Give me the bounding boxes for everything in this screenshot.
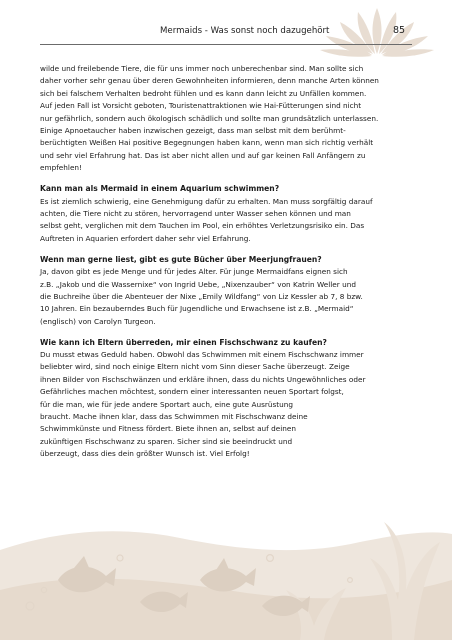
- text-line: Auftreten in Aquarien erfordert daher sehr viel Erfahrung.: [40, 233, 251, 243]
- text-line: wilde und freilebende Tiere, die für uns immer noch unberechenbar sind. Man sollte sich: [40, 64, 364, 73]
- text-line: empfehlen!: [40, 163, 82, 173]
- text-line: für die man, wie für jede andere Sportart auch, eine gute Ausrüstung: [40, 399, 294, 409]
- text-line: Es ist ziemlich schwierig, eine Genehmigung dafür zu erhalten. Man muss sorgfältig darauf: [40, 196, 373, 206]
- running-header-title: Mermaids - Was sonst noch dazugehört: [160, 26, 330, 36]
- text-line: Auf jeden Fall ist Vorsicht geboten, Touristenattraktionen wie Hai-Fütterungen sind nicht: [40, 101, 362, 111]
- section-books: [40, 254, 416, 328]
- text-line: Ja, davon gibt es jede Menge und für jedes Alter. Für junge Mermaidfans eignen sich: [40, 267, 348, 277]
- page-number: 85: [393, 25, 406, 36]
- question-heading: Wenn man gerne liest, gibt es gute Bücher über Meerjungfrauen?: [40, 254, 322, 264]
- text-line: nur gefährlich, sondern auch ökologisch schädlich und sollte man grundsätzlich unterlassen.: [40, 113, 379, 123]
- text-line: und sehr viel Erfahrung hat. Das ist aber nicht allen und auf gar keinen Fall Anfängern zu: [40, 150, 366, 160]
- text-line: Gefährliches machen möchtest, sondern einer interessanten neuen Sportart folgst,: [40, 387, 344, 397]
- text-line: z.B. „Jakob und die Wassernixe“ von Ingrid Uebe, „Nixenzauber“ von Katrin Weller und: [40, 279, 356, 289]
- text-line: überzeugt, dass dies dein größter Wunsch ist. Viel Erfolg!: [40, 449, 250, 459]
- text-line: berüchtigten Weißen Hai positive Begegnungen haben kann, wenn man sich richtig verhält: [40, 138, 374, 148]
- section-aquarium: [40, 183, 416, 245]
- text-line: Schwimmkünste und Fitness fördert. Biete ihnen an, selbst auf deinen: [40, 424, 296, 434]
- text-line: achten, die Tiere nicht zu stören, hervorragend unter Wasser sehen können und man: [40, 208, 351, 218]
- text-line: daher vorher sehr genau über deren Gewohnheiten informieren, denn manche Arten können: [40, 76, 379, 86]
- text-line: sich bei falschem Verhalten bedroht fühlen und es kann dann leicht zu Unfällen kommen.: [40, 88, 367, 98]
- text-line: 10 Jahren. Ein bezauberndes Buch für Jugendliche und Erwachsene ist z.B. „Mermaid“: [40, 304, 354, 314]
- paragraph-intro: [40, 63, 416, 175]
- section-parents: [40, 337, 416, 461]
- text-line: selbst geht, verglichen mit dem Tauchen im Pool, ein erhöhtes Verletzungsrisiko ein. Das: [40, 221, 365, 231]
- text-line: zukünftigen Fischschwanz zu sparen. Sicher sind sie beeindruckt und: [40, 436, 293, 446]
- text-line: die Buchreihe über die Abenteuer der Nixe „Emily Wildfang“ von Liz Kessler ab 7, 8 bzw.: [40, 291, 363, 301]
- text-line: Du musst etwas Geduld haben. Obwohl das Schwimmen mit einem Fischschwanz immer: [40, 350, 364, 360]
- lotus-flower-icon: [318, 6, 436, 58]
- text-line: ihnen Bilder von Fischschwänzen und erkläre ihnen, dass du nichts Ungewöhnliches oder: [40, 374, 366, 384]
- text-line: beliebter wird, sind noch einige Eltern nicht vom Sinn dieser Sache überzeugt. Zeige: [40, 362, 350, 372]
- page-content: [40, 63, 416, 469]
- question-heading: Wie kann ich Eltern überreden, mir einen Fischschwanz zu kaufen?: [40, 337, 327, 347]
- text-line: braucht. Mache ihnen klar, dass das Schwimmen mit Fischschwanz deine: [40, 412, 308, 422]
- question-heading: Kann man als Mermaid in einem Aquarium schwimmen?: [40, 184, 280, 194]
- text-line: (englisch) von Carolyn Turgeon.: [40, 316, 156, 326]
- header-rule: [40, 44, 412, 45]
- text-line: Einige Apnoetaucher haben inzwischen gezeigt, dass man selbst mit dem berühmt-: [40, 126, 346, 136]
